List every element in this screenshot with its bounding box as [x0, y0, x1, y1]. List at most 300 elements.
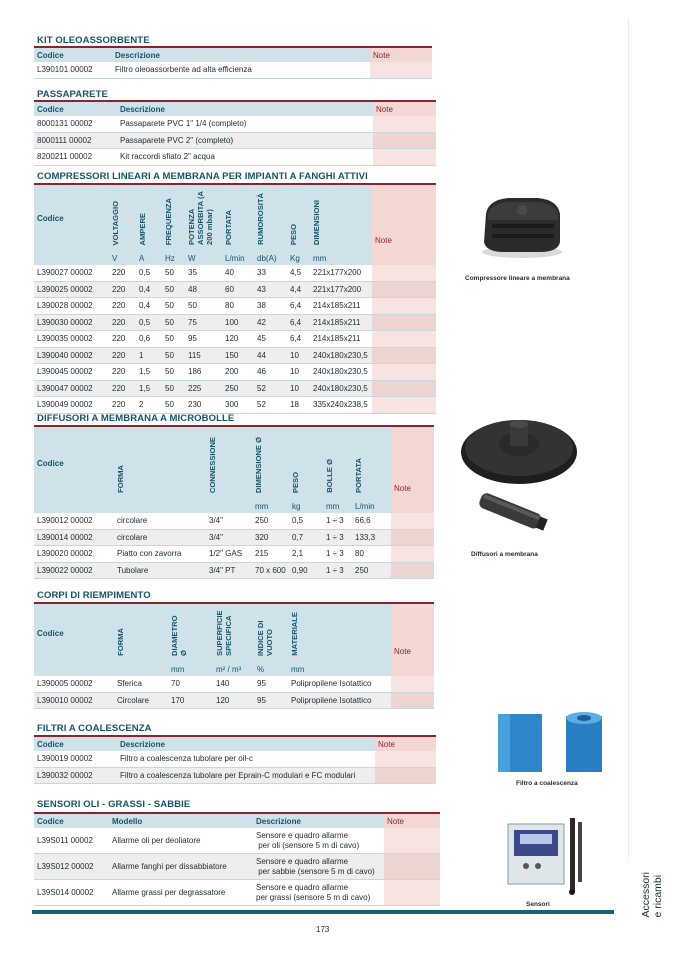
cell-note — [372, 314, 436, 331]
cell-value: 80 — [352, 546, 391, 563]
unit: L/min — [352, 499, 391, 513]
cell-value: circolare — [114, 529, 206, 546]
cell-value: 220 — [109, 380, 136, 397]
col-header-codice: Codice — [34, 101, 117, 116]
cell-value: 1/2" GAS — [206, 546, 252, 563]
cell-value: 220 — [109, 331, 136, 348]
corpi-table — [34, 602, 434, 709]
unit: % — [254, 662, 288, 676]
cell-note — [391, 513, 434, 529]
cell-model: Allarme fanghi per dissabbiatore — [109, 854, 253, 880]
cell-code: L390005 00002 — [34, 676, 114, 692]
cell-code: L390035 00002 — [34, 331, 109, 348]
cell-value: 115 — [185, 347, 222, 364]
col-header-voltaggio — [109, 184, 136, 251]
col-header-modello: Modello — [109, 813, 253, 828]
cell-code: L390032 00002 — [34, 767, 117, 784]
table-row — [34, 828, 440, 854]
col-header-codice: Codice — [34, 47, 112, 62]
cell-value: 220 — [109, 397, 136, 414]
cell-value: 335x240x238,5 — [310, 397, 372, 414]
col-header-descrizione: Descrizione — [117, 101, 373, 116]
cell-value: Tubolare — [114, 562, 206, 579]
page-number: 173 — [316, 925, 330, 934]
unit — [206, 499, 252, 513]
col-header-note: Note — [391, 603, 434, 662]
section-title-compressori: COMPRESSORI LINEARI A MEMBRANA PER IMPIANTI A FANGHI ATTIVI — [37, 171, 368, 182]
cell-value: 50 — [162, 298, 185, 315]
cell-value: 0,4 — [136, 298, 162, 315]
col-header-dimensione — [252, 426, 289, 499]
cell-code: L390014 00002 — [34, 529, 114, 546]
col-header-forma — [114, 603, 168, 662]
table-row — [34, 62, 432, 78]
unit: db(A) — [254, 251, 287, 265]
col-header-descrizione: Descrizione — [112, 47, 370, 62]
cell-description: Passaparete PVC 1" 1/4 (completo) — [117, 116, 373, 132]
col-header-label: SUPERFICIE SPECIFICA — [215, 610, 233, 656]
col-header-label: FORMA — [116, 628, 125, 656]
cell-value: 10 — [287, 347, 310, 364]
cell-value: 0,5 — [136, 314, 162, 331]
cell-description: Passaparete PVC 2" (completo) — [117, 132, 373, 149]
cell-value: 42 — [254, 314, 287, 331]
unit: mm — [323, 499, 352, 513]
cell-note — [372, 364, 436, 381]
table-row — [34, 751, 436, 767]
cell-value: 240x180x230,5 — [310, 347, 372, 364]
cell-note — [372, 265, 436, 281]
cell-value: 33 — [254, 265, 287, 281]
unit-note — [372, 251, 436, 265]
table-row — [34, 529, 434, 546]
caption-diffusori: Diffusori a membrana — [471, 551, 538, 558]
col-header-codice: Codice — [34, 736, 117, 751]
cell-code: L39S012 00002 — [34, 854, 109, 880]
table-row — [34, 767, 436, 784]
description-line-2: per sabbie (sensore 5 m di cavo) — [256, 866, 375, 876]
cell-value: 4,5 — [287, 265, 310, 281]
table-row — [34, 546, 434, 563]
cell-value: 250 — [222, 380, 254, 397]
cell-code: L390028 00002 — [34, 298, 109, 315]
cell-value: 215 — [252, 546, 289, 563]
cell-value: 38 — [254, 298, 287, 315]
table-row — [34, 116, 436, 132]
cell-code: 8000131 00002 — [34, 116, 117, 132]
unit-note — [391, 662, 434, 676]
col-header-label: VOLTAGGIO — [111, 200, 120, 245]
sensori-table — [34, 812, 440, 906]
cell-value: 240x180x230,5 — [310, 380, 372, 397]
cell-code: L390049 00002 — [34, 397, 109, 414]
col-header-label: CONNESSIONE — [208, 436, 217, 493]
cell-value: 6,4 — [287, 298, 310, 315]
cell-note — [372, 397, 436, 414]
col-header-label: FREQUENZA — [164, 197, 173, 245]
cell-value: 50 — [185, 298, 222, 315]
col-header-note: Note — [375, 736, 436, 751]
cell-value: 10 — [287, 364, 310, 381]
cell-code: L390010 00002 — [34, 692, 114, 709]
cell-value: 1 — [136, 347, 162, 364]
section-title-diffusori: DIFFUSORI A MEMBRANA A MICROBOLLE — [37, 413, 235, 424]
col-header-label: POTENZA ASSORBITA (A 200 mbar) — [187, 191, 214, 245]
cell-code: 8200211 00002 — [34, 149, 117, 166]
unit: mm — [288, 662, 391, 676]
cell-value: 50 — [162, 331, 185, 348]
col-header-label: DIMENSIONE Ø — [254, 436, 263, 493]
col-header-ampere — [136, 184, 162, 251]
cell-value: 50 — [162, 347, 185, 364]
cell-value: 60 — [222, 281, 254, 298]
col-header-codice: Codice — [34, 426, 114, 499]
cell-value: 35 — [185, 265, 222, 281]
unit: W — [185, 251, 222, 265]
table-row — [34, 380, 436, 397]
unit: kg — [289, 499, 323, 513]
side-label-line-1: Accessori — [640, 872, 652, 918]
cell-value: 2 — [136, 397, 162, 414]
col-header-label: RUMOROSITÀ — [256, 193, 265, 245]
cell-value: 40 — [222, 265, 254, 281]
cell-value: 70 — [168, 676, 213, 692]
cell-value: 0,5 — [289, 513, 323, 529]
cell-value: 133,3 — [352, 529, 391, 546]
cell-value: 45 — [254, 331, 287, 348]
cell-note — [372, 380, 436, 397]
diffusori-table — [34, 425, 434, 579]
table-row — [34, 880, 440, 906]
col-header-portata — [352, 426, 391, 499]
cell-value: 220 — [109, 298, 136, 315]
cell-note — [391, 692, 434, 709]
cell-code: L390027 00002 — [34, 265, 109, 281]
cell-value: 50 — [162, 314, 185, 331]
cell-code: 8000111 00002 — [34, 132, 117, 149]
cell-value: 70 x 600 — [252, 562, 289, 579]
diffuser-disc-image — [460, 404, 578, 486]
cell-value: 150 — [222, 347, 254, 364]
col-header-label: INDICE DI VUOTO — [256, 620, 274, 656]
cell-value: 95 — [254, 676, 288, 692]
section-title-passaparete: PASSAPARETE — [37, 89, 108, 100]
cell-note — [384, 854, 440, 880]
cell-value: 75 — [185, 314, 222, 331]
col-header-frequenza — [162, 184, 185, 251]
diffuser-tube-illustration — [472, 492, 554, 532]
unit-empty — [34, 251, 109, 265]
col-header-label: PORTATA — [224, 209, 233, 245]
cell-value: 320 — [252, 529, 289, 546]
cell-value: 3/4" — [206, 513, 252, 529]
cell-value: 66,6 — [352, 513, 391, 529]
cell-value: 1 ÷ 3 — [323, 513, 352, 529]
margin-rule — [628, 20, 630, 860]
cell-value: 95 — [254, 692, 288, 709]
cell-value: 0,4 — [136, 281, 162, 298]
sensor-image — [500, 814, 588, 898]
cell-value: 18 — [287, 397, 310, 414]
cell-value: 10 — [287, 380, 310, 397]
unit — [114, 499, 206, 513]
table-row — [34, 854, 440, 880]
cell-note — [373, 116, 436, 132]
unit: A — [136, 251, 162, 265]
cell-note — [384, 880, 440, 906]
cell-value: 52 — [254, 380, 287, 397]
cell-value: 220 — [109, 265, 136, 281]
cell-value: 50 — [162, 397, 185, 414]
col-header-note: Note — [391, 426, 434, 499]
compressori-table — [34, 183, 436, 414]
description-line-1: Sensore e quadro allarme — [256, 882, 349, 892]
col-header-label: PESO — [291, 471, 300, 493]
cell-value: 1 ÷ 3 — [323, 562, 352, 579]
cell-value: Piatto con zavorra — [114, 546, 206, 563]
col-header-diametro — [168, 603, 213, 662]
cell-note — [375, 751, 436, 767]
unit: mm — [310, 251, 372, 265]
cell-code: L390030 00002 — [34, 314, 109, 331]
cell-value: 50 — [162, 380, 185, 397]
col-header-label: FORMA — [116, 465, 125, 493]
cell-value: 230 — [185, 397, 222, 414]
cell-value: 1,5 — [136, 380, 162, 397]
col-header-label: DIAMETRO Ø — [170, 615, 188, 656]
cell-description — [253, 854, 384, 880]
coalescence-filter-image — [494, 710, 606, 774]
cell-value: 250 — [252, 513, 289, 529]
cell-value: 1 ÷ 3 — [323, 546, 352, 563]
col-header-note: Note — [372, 184, 436, 251]
col-header-indice — [254, 603, 288, 662]
col-header-forma — [114, 426, 206, 499]
cell-value: Polipropilene Isotattico — [288, 692, 391, 709]
kit-table — [34, 46, 432, 79]
cell-note — [372, 331, 436, 348]
unit: mm — [168, 662, 213, 676]
cell-value: Sferica — [114, 676, 168, 692]
col-header-superficie — [213, 603, 254, 662]
col-header-connessione — [206, 426, 252, 499]
table-row — [34, 676, 434, 692]
unit: m² / m³ — [213, 662, 254, 676]
cell-value: 4,4 — [287, 281, 310, 298]
units-row — [34, 499, 434, 513]
cell-value: 95 — [185, 331, 222, 348]
cell-value: 1,5 — [136, 364, 162, 381]
cell-code: L390047 00002 — [34, 380, 109, 397]
cell-note — [391, 562, 434, 579]
col-header-label: PORTATA — [354, 457, 363, 493]
cell-note — [391, 529, 434, 546]
cell-note — [372, 347, 436, 364]
diffuser-tube-image — [472, 492, 554, 532]
cell-value: 120 — [213, 692, 254, 709]
cell-value: 186 — [185, 364, 222, 381]
cell-value: 50 — [162, 265, 185, 281]
cell-description — [253, 828, 384, 854]
cell-value: 46 — [254, 364, 287, 381]
cell-value: 6,4 — [287, 314, 310, 331]
cell-value: 0,7 — [289, 529, 323, 546]
cell-note — [372, 281, 436, 298]
units-row — [34, 662, 434, 676]
cell-value: 43 — [254, 281, 287, 298]
cell-code: L390045 00002 — [34, 364, 109, 381]
description-line-1: Sensore e quadro allarme — [256, 856, 349, 866]
col-header-note: Note — [384, 813, 440, 828]
col-header-portata — [222, 184, 254, 251]
compressor-image — [478, 190, 566, 262]
compressor-illustration — [478, 190, 566, 262]
cell-code: L39S011 00002 — [34, 828, 109, 854]
col-header-dimensioni — [310, 184, 372, 251]
col-header-materiale — [288, 603, 391, 662]
unit-note — [391, 499, 434, 513]
col-header-label: BOLLE Ø — [325, 459, 334, 493]
footer-bar — [32, 910, 614, 914]
cell-value: 3/4" PT — [206, 562, 252, 579]
cell-note — [375, 767, 436, 784]
cell-code: L39S014 00002 — [34, 880, 109, 906]
unit-empty — [34, 499, 114, 513]
cell-value: 50 — [162, 281, 185, 298]
col-header-note: Note — [373, 101, 436, 116]
cell-value: 214x185x211 — [310, 331, 372, 348]
table-row — [34, 314, 436, 331]
cell-value: 214x185x211 — [310, 314, 372, 331]
col-header-label: AMPERE — [138, 212, 147, 245]
table-row — [34, 298, 436, 315]
cell-code: L390022 00002 — [34, 562, 114, 579]
cell-value: Polipropilene Isotattico — [288, 676, 391, 692]
table-row — [34, 347, 436, 364]
cell-value: 6,4 — [287, 331, 310, 348]
cell-value: 221x177x200 — [310, 265, 372, 281]
table-row — [34, 132, 436, 149]
side-label-line-2: e ricambi — [652, 874, 664, 918]
cell-value: 225 — [185, 380, 222, 397]
passaparete-table — [34, 100, 436, 166]
cell-value: 50 — [162, 364, 185, 381]
cell-description — [253, 880, 384, 906]
cell-code: L390025 00002 — [34, 281, 109, 298]
unit-empty — [34, 662, 114, 676]
cell-code: L390101 00002 — [34, 62, 112, 78]
cell-value: Circolare — [114, 692, 168, 709]
unit: Hz — [162, 251, 185, 265]
cell-value: 48 — [185, 281, 222, 298]
caption-compressore: Compressore lineare a membrana — [465, 275, 570, 282]
cell-value: 52 — [254, 397, 287, 414]
section-title-sensori: SENSORI OLI - GRASSI - SABBIE — [37, 799, 191, 810]
cell-value: 240x180x230,5 — [310, 364, 372, 381]
table-row — [34, 281, 436, 298]
diffuser-disc-illustration — [460, 404, 578, 486]
cell-value: 170 — [168, 692, 213, 709]
description-line-2: per oli (sensore 5 m di cavo) — [256, 840, 360, 850]
cell-description: Filtro a coalescenza tubolare per oil-c — [117, 751, 375, 767]
col-header-potenza — [185, 184, 222, 251]
cell-note — [384, 828, 440, 854]
col-header-descrizione: Descrizione — [253, 813, 384, 828]
cell-code: L390019 00002 — [34, 751, 117, 767]
col-header-label: PESO — [289, 223, 298, 245]
cell-value: 300 — [222, 397, 254, 414]
cell-value: 100 — [222, 314, 254, 331]
cell-value: 214x185x211 — [310, 298, 372, 315]
col-header-codice: Codice — [34, 603, 114, 662]
description-line-2: per grassi (sensore 5 m di cavo) — [256, 892, 371, 902]
col-header-peso — [289, 426, 323, 499]
cell-value: 0,5 — [136, 265, 162, 281]
cell-model: Allarme grassi per degrassatore — [109, 880, 253, 906]
cell-description: Filtro a coalescenza tubolare per Eprain-C modulari e FC modulari — [117, 767, 375, 784]
table-row — [34, 265, 436, 281]
cell-code: L390040 00002 — [34, 347, 109, 364]
unit: V — [109, 251, 136, 265]
cell-code: L390020 00002 — [34, 546, 114, 563]
cell-description: Kit raccordi sfiato 2" acqua — [117, 149, 373, 166]
col-header-codice: Codice — [34, 813, 109, 828]
table-row — [34, 513, 434, 529]
cell-model: Allarme oli per deoliatore — [109, 828, 253, 854]
cell-value: 221x177x200 — [310, 281, 372, 298]
cell-value: 3/4" — [206, 529, 252, 546]
cell-value: circolare — [114, 513, 206, 529]
caption-sensori: Sensori — [526, 901, 550, 908]
unit — [114, 662, 168, 676]
cell-value: 250 — [352, 562, 391, 579]
cell-value: 220 — [109, 364, 136, 381]
cell-value: 0,6 — [136, 331, 162, 348]
cell-note — [373, 149, 436, 166]
table-row — [34, 331, 436, 348]
section-title-kit: KIT OLEOASSORBENTE — [37, 35, 150, 46]
section-side-label — [640, 872, 670, 918]
col-header-bolle — [323, 426, 352, 499]
cell-value: 220 — [109, 347, 136, 364]
cell-value: 1 ÷ 3 — [323, 529, 352, 546]
cell-code: L390012 00002 — [34, 513, 114, 529]
cell-note — [373, 132, 436, 149]
cell-value: 2,1 — [289, 546, 323, 563]
table-row — [34, 562, 434, 579]
col-header-peso — [287, 184, 310, 251]
table-row — [34, 397, 436, 414]
col-header-descrizione: Descrizione — [117, 736, 375, 751]
table-row — [34, 364, 436, 381]
cell-note — [370, 62, 432, 78]
cell-note — [391, 546, 434, 563]
unit: mm — [252, 499, 289, 513]
caption-filtri: Filtro a coalescenza — [516, 780, 578, 787]
cell-value: 44 — [254, 347, 287, 364]
cell-value: 220 — [109, 281, 136, 298]
cell-value: 220 — [109, 314, 136, 331]
section-title-filtri: FILTRI A COALESCENZA — [37, 723, 152, 734]
cell-note — [391, 676, 434, 692]
table-row — [34, 692, 434, 709]
cell-value: 140 — [213, 676, 254, 692]
section-title-corpi: CORPI DI RIEMPIMENTO — [37, 590, 151, 601]
cell-value: 120 — [222, 331, 254, 348]
table-row — [34, 149, 436, 166]
coalescence-filter-illustration — [494, 710, 606, 774]
cell-value: 0,90 — [289, 562, 323, 579]
